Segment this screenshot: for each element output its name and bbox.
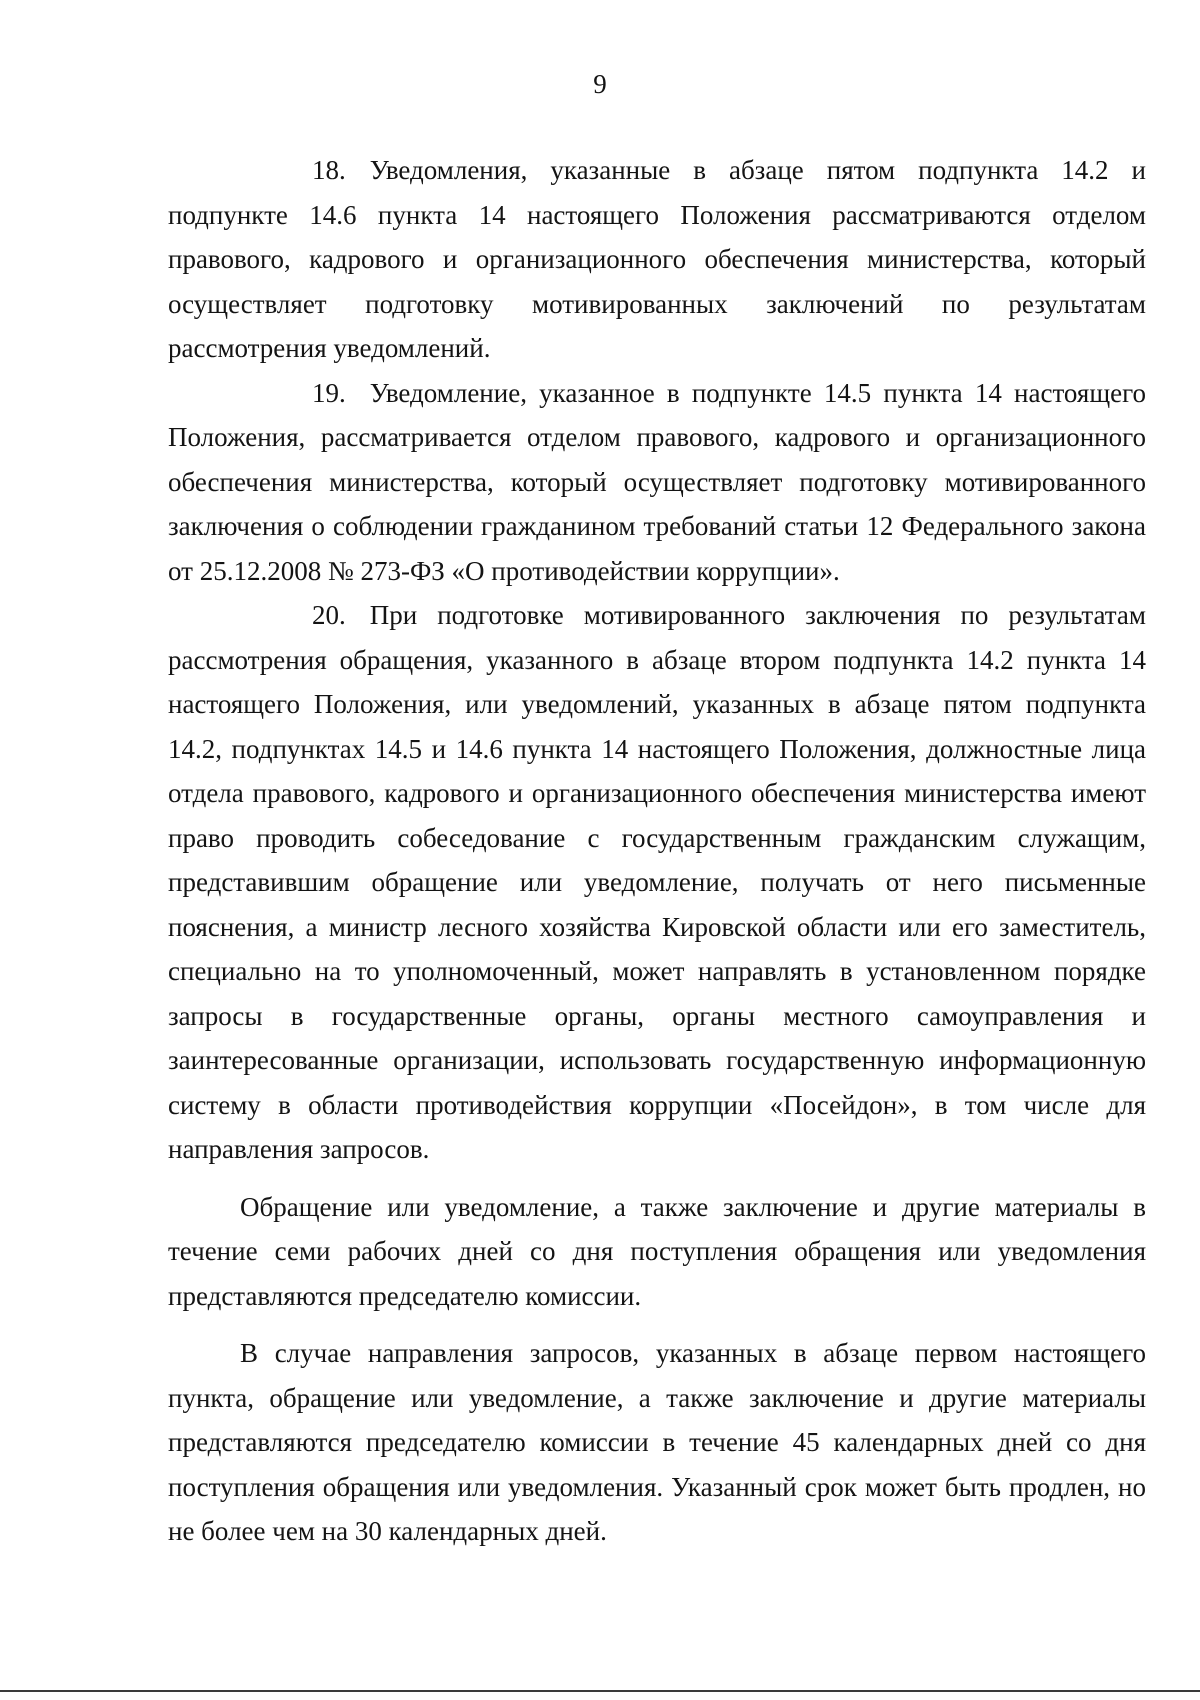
paragraph-text: Уведомления, указанные в абзаце пятом подпункта 14.2 и подпункте 14.6 пункта 14 настоящего Положения рассматриваются отделом правового, кадрового и организационного обеспечения министерства, который осуществляет подготовку мотивированных заключений по результатам рассмотрения уведомлений.: [168, 155, 1146, 363]
paragraph-text: Обращение или уведомление, а также заключение и другие материалы в течение семи рабочих дней со дня поступления обращения или уведомления представляются председателю комиссии.: [168, 1191, 1146, 1311]
document-body: [168, 148, 1146, 1554]
paragraph-number: 20.: [312, 600, 346, 630]
paragraph-18: [168, 148, 1146, 371]
paragraph-20-part-3: [168, 1331, 1146, 1554]
paragraph-text: При подготовке мотивированного заключения по результатам рассмотрения обращения, указанного в абзаце втором подпункта 14.2 пункта 14 настоящего Положения, или уведомлений, указанных в абзаце пятом подпункта 14.2, подпунктах 14.5 и 14.6 пункта 14 настоящего Положения, должностные лица отдела правового, кадрового и организационного обеспечения министерства имеют право проводить собеседование с государственным гражданским служащим, представившим обращение или уведомление, получать от него письменные пояснения, а министр лесного хозяйства Кировской области или его заместитель, специально на то уполномоченный, может направлять в установленном порядке запросы в государственные органы, органы местного самоуправления и заинтересованные организации, использовать государственную информационную систему в области противодействия коррупции «Посейдон», в том числе для направления запросов.: [168, 600, 1146, 1164]
page-number: 9: [593, 69, 607, 99]
paragraph-20: [168, 593, 1146, 1172]
paragraph-text: В случае направления запросов, указанных в абзаце первом настоящего пункта, обращение или уведомление, а также заключение и другие материалы представляются председателю комиссии в течение 45 календарных дней со дня поступления обращения или уведомления. Указанный срок может быть продлен, но не более чем на 30 календарных дней.: [168, 1338, 1146, 1546]
scan-edge-line: [0, 1690, 1200, 1692]
paragraph-text: Уведомление, указанное в подпункте 14.5 пункта 14 настоящего Положения, рассматривается отделом правового, кадрового и организационного обеспечения министерства, который осуществляет подготовку мотивированного заключения о соблюдении гражданином требований статьи 12 Федерального закона от 25.12.2008 № 273-ФЗ «О противодействии коррупции».: [168, 377, 1146, 586]
paragraph-number: 19.: [312, 377, 346, 408]
paragraph-19: [168, 371, 1146, 594]
paragraph-number: 18.: [312, 155, 346, 185]
paragraph-20-part-2: [168, 1185, 1146, 1319]
